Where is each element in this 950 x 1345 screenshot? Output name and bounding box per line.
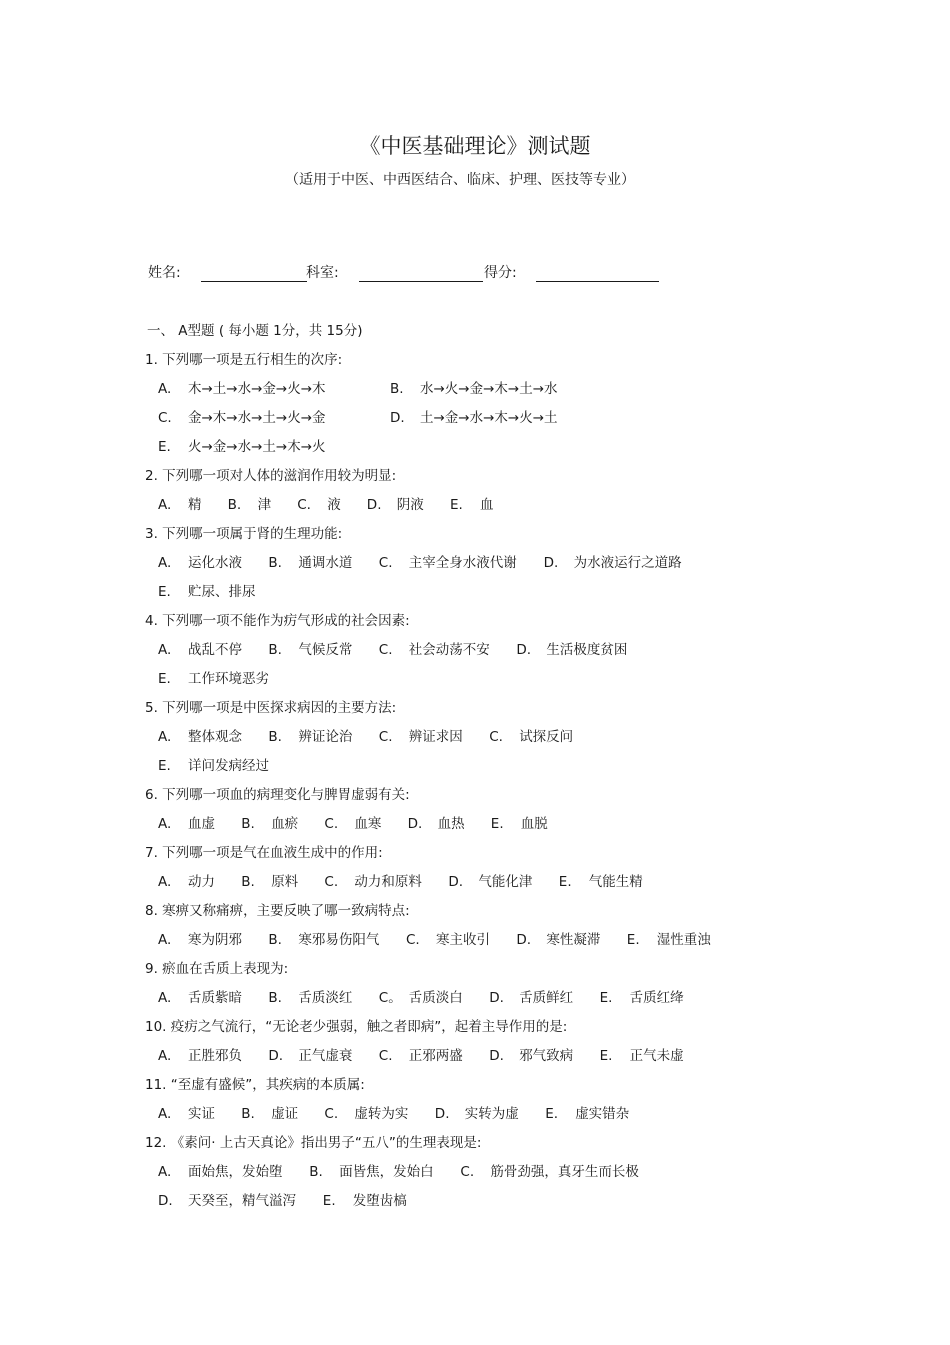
option-text: 动力 — [188, 874, 215, 890]
option[interactable] — [268, 725, 352, 745]
option[interactable] — [491, 812, 548, 832]
option-letter: A. — [158, 932, 172, 948]
option[interactable] — [158, 812, 215, 832]
option[interactable] — [158, 377, 326, 397]
option-letter: A. — [158, 816, 172, 832]
option[interactable] — [158, 580, 256, 600]
option[interactable] — [309, 1160, 434, 1180]
option-letter: C. — [158, 410, 172, 426]
option-row — [0, 638, 950, 660]
option-text: 虚转为实 — [354, 1106, 409, 1122]
option-letter: B. — [268, 555, 282, 571]
option[interactable] — [489, 986, 573, 1006]
option[interactable] — [516, 928, 600, 948]
option-letter: D. — [407, 816, 423, 832]
option-text: 血 — [480, 497, 494, 513]
option-letter: B. — [227, 497, 242, 513]
option[interactable] — [268, 928, 379, 948]
option[interactable] — [600, 986, 684, 1006]
option[interactable] — [390, 377, 558, 397]
option-row — [0, 986, 950, 1008]
option-text: 整体观念 — [188, 729, 242, 745]
option-letter: E. — [450, 497, 463, 513]
option-letter: C. — [460, 1164, 475, 1180]
option[interactable] — [241, 812, 298, 832]
option[interactable] — [324, 812, 381, 832]
option-text: 血寒 — [354, 816, 382, 832]
option[interactable] — [268, 986, 352, 1006]
option-row — [0, 435, 950, 457]
option-row — [0, 928, 950, 950]
option[interactable] — [241, 1102, 298, 1122]
option-letter: D. — [448, 874, 464, 890]
option-letter: D. — [543, 555, 559, 571]
option-text: 津 — [257, 497, 272, 513]
option-row — [0, 1102, 950, 1124]
option-row — [0, 725, 950, 747]
option-row — [0, 377, 950, 399]
option-text: 气能化津 — [478, 874, 533, 890]
option-letter: A. — [158, 1164, 172, 1180]
option-letter: E. — [558, 874, 572, 890]
option-text: 血脱 — [520, 816, 548, 832]
option-text: 土→金→水→木→火→土 — [420, 410, 558, 426]
option-text: 虚实错杂 — [575, 1106, 630, 1122]
name-blank[interactable] — [201, 281, 307, 282]
option[interactable] — [158, 1160, 283, 1180]
option-letter: B. — [241, 874, 255, 890]
option[interactable] — [268, 551, 352, 571]
option-letter: D. — [434, 1106, 450, 1122]
option-text: 面皆焦，发始白 — [339, 1164, 434, 1180]
question-stem: 4. 下列哪一项不能作为疠气形成的社会因素: — [145, 613, 410, 629]
option-letter: C. — [297, 497, 311, 513]
option-text: 舌质红绛 — [629, 990, 684, 1006]
option-letter: D. — [158, 1193, 173, 1209]
option[interactable] — [158, 725, 242, 745]
option[interactable] — [559, 870, 643, 890]
option-letter: E. — [322, 1193, 336, 1209]
option-text: 虚证 — [271, 1106, 299, 1122]
option-letter: C。 — [378, 990, 402, 1006]
option-letter: A. — [158, 642, 172, 658]
option[interactable] — [406, 928, 490, 948]
option[interactable] — [158, 1044, 242, 1064]
option-letter: A. — [158, 990, 172, 1006]
option[interactable] — [158, 986, 242, 1006]
option-letter: D. — [489, 1048, 504, 1064]
option-text: 寒性凝滞 — [546, 932, 601, 948]
option[interactable] — [600, 1044, 684, 1064]
option[interactable] — [158, 638, 242, 658]
option-text: 邪气致病 — [519, 1048, 574, 1064]
option[interactable] — [158, 754, 269, 774]
option-letter: A. — [158, 729, 172, 745]
option[interactable] — [435, 1102, 519, 1122]
option-row — [0, 406, 950, 428]
option-letter: D. — [489, 990, 504, 1006]
option-text: 战乱不停 — [188, 642, 242, 658]
question-stem: 3. 下列哪一项属于肾的生理功能: — [145, 526, 343, 542]
option-text: 精 — [188, 497, 202, 513]
option-letter: E. — [158, 671, 171, 687]
option-row — [0, 1044, 950, 1066]
option[interactable] — [297, 493, 341, 513]
option[interactable] — [158, 1189, 296, 1209]
question-stem: 7. 下列哪一项是气在血液生成中的作用: — [145, 845, 383, 861]
option-letter: A. — [158, 1106, 172, 1122]
option-text: 为水液运行之道路 — [573, 555, 682, 571]
option-row — [0, 551, 950, 573]
option-letter: B. — [390, 381, 404, 397]
option-text: 面始焦，发始堕 — [188, 1164, 283, 1180]
question-stem: 10. 疫疠之气流行，“无论老少强弱，触之者即病”，起着主导作用的是: — [145, 1019, 568, 1035]
option[interactable] — [324, 1102, 408, 1122]
option-letter: B. — [309, 1164, 323, 1180]
option[interactable] — [544, 551, 682, 571]
option-letter: B. — [268, 642, 282, 658]
option-text: 详问发病经过 — [188, 758, 269, 774]
option-row — [0, 754, 950, 776]
option-text: 运化水液 — [188, 555, 242, 571]
option-text: 湿性重浊 — [656, 932, 711, 948]
question-stem: 11. “至虚有盛候”，其疾病的本质属: — [145, 1077, 365, 1093]
option[interactable] — [489, 725, 573, 745]
option-letter: B. — [268, 990, 282, 1006]
option[interactable] — [323, 1189, 407, 1209]
option-letter: C. — [324, 874, 339, 890]
option-text: 气能生精 — [588, 874, 643, 890]
option-row — [0, 1160, 950, 1182]
option-text: 舌质淡白 — [408, 990, 463, 1006]
option-letter: C. — [378, 1048, 393, 1064]
option-letter: B. — [268, 729, 282, 745]
option-letter: B. — [241, 816, 255, 832]
option[interactable] — [158, 870, 215, 890]
option-letter: E. — [158, 758, 171, 774]
option[interactable] — [228, 493, 272, 513]
option-text: 实证 — [188, 1106, 215, 1122]
question-stem: 8. 寒痹又称痛痹，主要反映了哪一致病特点: — [145, 903, 410, 919]
option-row — [0, 870, 950, 892]
option[interactable] — [367, 493, 424, 513]
option-letter: A. — [158, 555, 172, 571]
option[interactable] — [545, 1102, 629, 1122]
info-row — [148, 262, 768, 284]
option-text: 主宰全身水液代谢 — [408, 555, 517, 571]
option[interactable] — [324, 870, 422, 890]
option-text: 发堕齿槁 — [352, 1193, 407, 1209]
option-letter: C. — [378, 555, 393, 571]
option-letter: E. — [158, 584, 171, 600]
option-letter: B. — [268, 932, 282, 948]
option-text: 正胜邪负 — [188, 1048, 242, 1064]
option[interactable] — [390, 406, 558, 426]
option[interactable] — [516, 638, 627, 658]
name-label: 姓名: — [148, 265, 181, 281]
question-stem: 9. 瘀血在舌质上表现为: — [145, 961, 289, 977]
option[interactable] — [158, 406, 326, 426]
option-letter: C. — [406, 932, 420, 948]
option[interactable] — [450, 493, 494, 513]
option-text: 舌质淡红 — [298, 990, 353, 1006]
option[interactable] — [448, 870, 532, 890]
option-text: 血瘀 — [271, 816, 299, 832]
option-text: 正气虚衰 — [298, 1048, 353, 1064]
option-letter: A. — [158, 497, 172, 513]
score-label: 得分: — [484, 265, 517, 281]
option[interactable] — [379, 1044, 463, 1064]
option-text: 工作环境恶劣 — [188, 671, 269, 687]
option[interactable] — [158, 928, 242, 948]
option-row — [0, 1189, 950, 1211]
option-text: 筋骨劲强，真牙生而长极 — [490, 1164, 639, 1180]
option-text: 原料 — [271, 874, 299, 890]
option[interactable] — [379, 725, 463, 745]
option[interactable] — [408, 812, 465, 832]
option-letter: D. — [516, 642, 532, 658]
dept-blank[interactable] — [359, 281, 483, 282]
option-letter: A. — [158, 381, 172, 397]
option-text: 天癸至，精气溢泻 — [188, 1193, 296, 1209]
option-letter: C. — [324, 1106, 339, 1122]
question-stem: 2. 下列哪一项对人体的滋润作用较为明显: — [145, 468, 397, 484]
option-letter: A. — [158, 874, 172, 890]
option-row — [0, 493, 950, 515]
option-text: 血虚 — [188, 816, 215, 832]
option[interactable] — [158, 551, 242, 571]
option-text: 生活极度贫困 — [546, 642, 628, 658]
option-text: 贮尿、排尿 — [188, 584, 256, 600]
option-text: 血热 — [437, 816, 465, 832]
question-stem: 6. 下列哪一项血的病理变化与脾胃虚弱有关: — [145, 787, 410, 803]
option-text: 辨证求因 — [408, 729, 463, 745]
option-letter: E. — [545, 1106, 559, 1122]
option-letter: B. — [241, 1106, 255, 1122]
option-text: 社会动荡不安 — [408, 642, 490, 658]
option-letter: D. — [268, 1048, 284, 1064]
option-row — [0, 580, 950, 602]
option[interactable] — [379, 986, 463, 1006]
option-text: 寒邪易伤阳气 — [298, 932, 380, 948]
option-letter: C. — [378, 642, 393, 658]
option[interactable] — [268, 1044, 352, 1064]
option[interactable] — [627, 928, 711, 948]
option-text: 寒主收引 — [436, 932, 490, 948]
score-blank[interactable] — [536, 281, 659, 282]
option-text: 实转为虚 — [464, 1106, 519, 1122]
option-letter: C. — [489, 729, 503, 745]
dept-label: 科室: — [306, 265, 339, 281]
option-text: 舌质紫暗 — [188, 990, 242, 1006]
option[interactable] — [158, 1102, 215, 1122]
option-text: 寒为阴邪 — [188, 932, 242, 948]
option[interactable] — [379, 638, 490, 658]
question-stem: 12. 《素问· 上古天真论》指出男子“五八”的生理表现是: — [145, 1135, 482, 1151]
option-letter: D. — [516, 932, 532, 948]
option[interactable] — [460, 1160, 639, 1180]
option[interactable] — [241, 870, 298, 890]
question-stem: 5. 下列哪一项是中医探求病因的主要方法: — [145, 700, 397, 716]
option[interactable] — [158, 435, 326, 455]
option-text: 火→金→水→土→木→火 — [188, 439, 326, 455]
option-text: 水→火→金→木→土→水 — [420, 381, 558, 397]
option-text: 正邪两盛 — [408, 1048, 463, 1064]
option-row — [0, 667, 950, 689]
option[interactable] — [268, 638, 352, 658]
option[interactable] — [489, 1044, 573, 1064]
option-text: 辨证论治 — [298, 729, 353, 745]
option-text: 液 — [327, 497, 341, 513]
option-text: 金→木→水→土→火→金 — [188, 410, 326, 426]
option[interactable] — [379, 551, 517, 571]
option-text: 正气未虚 — [629, 1048, 684, 1064]
option-letter: E. — [599, 990, 613, 1006]
option-text: 动力和原料 — [354, 874, 422, 890]
option-letter: D. — [390, 410, 405, 426]
option-text: 木→土→水→金→火→木 — [188, 381, 326, 397]
option-letter: E. — [158, 439, 171, 455]
option-letter: E. — [626, 932, 640, 948]
page-title: 《中医基础理论》测试题 — [359, 134, 591, 158]
option-letter: E. — [490, 816, 504, 832]
option-letter: C. — [378, 729, 393, 745]
option-text: 通调水道 — [298, 555, 353, 571]
option-text: 试探反问 — [519, 729, 574, 745]
option-row — [0, 812, 950, 834]
option-text: 气候反常 — [298, 642, 353, 658]
option-letter: E. — [599, 1048, 613, 1064]
question-stem: 1. 下列哪一项是五行相生的次序: — [145, 352, 343, 368]
option-text: 阴液 — [396, 497, 424, 513]
option-letter: D. — [366, 497, 382, 513]
option-letter: A. — [158, 1048, 172, 1064]
option[interactable] — [158, 667, 269, 687]
section-heading: 一、 A型题 ( 每小题 1分，共 15分) — [147, 323, 363, 339]
option-text: 舌质鲜红 — [519, 990, 574, 1006]
option[interactable] — [158, 493, 202, 513]
option-letter: C. — [324, 816, 339, 832]
page-subtitle: （适用于中医、中西医结合、临床、护理、医技等专业） — [285, 172, 635, 188]
